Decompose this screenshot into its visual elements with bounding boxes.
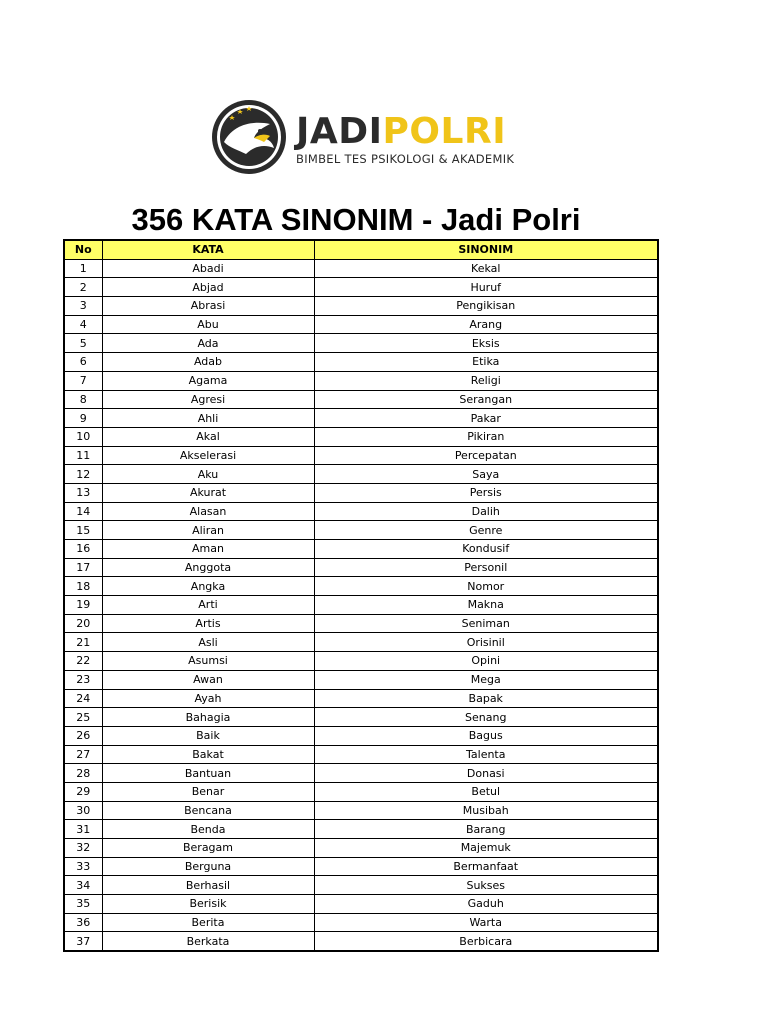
cell-sinonim: Opini [314, 652, 658, 671]
table-row [64, 895, 658, 914]
cell-no: 30 [64, 801, 102, 820]
cell-kata: Berhasil [102, 876, 314, 895]
cell-kata: Ayah [102, 689, 314, 708]
cell-no: 4 [64, 315, 102, 334]
cell-sinonim: Mega [314, 670, 658, 689]
cell-sinonim: Pikiran [314, 427, 658, 446]
cell-kata: Benda [102, 820, 314, 839]
cell-no: 14 [64, 502, 102, 521]
cell-sinonim: Makna [314, 596, 658, 615]
cell-sinonim: Saya [314, 465, 658, 484]
cell-kata: Baik [102, 726, 314, 745]
table-row [64, 839, 658, 858]
cell-no: 10 [64, 427, 102, 446]
cell-kata: Bencana [102, 801, 314, 820]
cell-sinonim: Senang [314, 708, 658, 727]
table-row [64, 409, 658, 428]
table-row [64, 670, 658, 689]
table-row [64, 633, 658, 652]
cell-sinonim: Eksis [314, 334, 658, 353]
table-row [64, 558, 658, 577]
cell-sinonim: Etika [314, 353, 658, 372]
cell-no: 11 [64, 446, 102, 465]
cell-sinonim: Bermanfaat [314, 857, 658, 876]
cell-sinonim: Pakar [314, 409, 658, 428]
cell-no: 35 [64, 895, 102, 914]
cell-no: 19 [64, 596, 102, 615]
cell-kata: Awan [102, 670, 314, 689]
cell-sinonim: Personil [314, 558, 658, 577]
cell-no: 21 [64, 633, 102, 652]
table-row [64, 652, 658, 671]
cell-kata: Akal [102, 427, 314, 446]
cell-no: 32 [64, 839, 102, 858]
cell-sinonim: Talenta [314, 745, 658, 764]
cell-sinonim: Pengikisan [314, 297, 658, 316]
cell-sinonim: Persis [314, 483, 658, 502]
cell-kata: Agresi [102, 390, 314, 409]
cell-kata: Abadi [102, 259, 314, 278]
cell-no: 5 [64, 334, 102, 353]
table-row [64, 932, 658, 951]
cell-kata: Artis [102, 614, 314, 633]
cell-sinonim: Percepatan [314, 446, 658, 465]
table-row [64, 876, 658, 895]
table-row [64, 297, 658, 316]
cell-no: 18 [64, 577, 102, 596]
brand-wordmark [296, 112, 506, 152]
cell-no: 28 [64, 764, 102, 783]
cell-sinonim: Sukses [314, 876, 658, 895]
eagle-emblem-icon [210, 98, 288, 176]
table-row [64, 446, 658, 465]
table-row [64, 820, 658, 839]
cell-kata: Ahli [102, 409, 314, 428]
cell-kata: Asumsi [102, 652, 314, 671]
table-row [64, 483, 658, 502]
cell-kata: Asli [102, 633, 314, 652]
cell-kata: Alasan [102, 502, 314, 521]
cell-sinonim: Barang [314, 820, 658, 839]
cell-no: 16 [64, 540, 102, 559]
cell-kata: Agama [102, 371, 314, 390]
cell-no: 26 [64, 726, 102, 745]
table-row [64, 745, 658, 764]
cell-no: 9 [64, 409, 102, 428]
cell-no: 36 [64, 913, 102, 932]
cell-no: 8 [64, 390, 102, 409]
brand-tagline: BIMBEL TES PSIKOLOGI & AKADEMIK [296, 152, 515, 166]
cell-no: 7 [64, 371, 102, 390]
cell-kata: Abrasi [102, 297, 314, 316]
cell-sinonim: Majemuk [314, 839, 658, 858]
cell-kata: Abu [102, 315, 314, 334]
cell-no: 34 [64, 876, 102, 895]
cell-kata: Angka [102, 577, 314, 596]
cell-kata: Berita [102, 913, 314, 932]
brand-logo [210, 98, 515, 178]
page-title: 356 KATA SINONIM - Jadi Polri [131, 202, 581, 237]
cell-sinonim: Gaduh [314, 895, 658, 914]
cell-kata: Berkata [102, 932, 314, 951]
cell-sinonim: Serangan [314, 390, 658, 409]
brand-name-part1: JADI [296, 111, 383, 152]
cell-kata: Arti [102, 596, 314, 615]
cell-kata: Abjad [102, 278, 314, 297]
cell-kata: Berguna [102, 857, 314, 876]
cell-sinonim: Musibah [314, 801, 658, 820]
table-row [64, 764, 658, 783]
cell-no: 3 [64, 297, 102, 316]
header-sinonim: SINONIM [314, 240, 658, 259]
cell-no: 29 [64, 782, 102, 801]
cell-sinonim: Religi [314, 371, 658, 390]
table-row [64, 540, 658, 559]
cell-no: 23 [64, 670, 102, 689]
table-header-row [64, 240, 658, 259]
table-row [64, 334, 658, 353]
table-row [64, 801, 658, 820]
cell-no: 20 [64, 614, 102, 633]
table-row [64, 708, 658, 727]
cell-sinonim: Arang [314, 315, 658, 334]
table-row [64, 913, 658, 932]
table-row [64, 315, 658, 334]
cell-sinonim: Bagus [314, 726, 658, 745]
cell-kata: Aman [102, 540, 314, 559]
cell-sinonim: Nomor [314, 577, 658, 596]
table-row [64, 596, 658, 615]
table-row [64, 689, 658, 708]
cell-no: 25 [64, 708, 102, 727]
table-row [64, 521, 658, 540]
cell-kata: Adab [102, 353, 314, 372]
cell-kata: Bantuan [102, 764, 314, 783]
cell-no: 6 [64, 353, 102, 372]
cell-sinonim: Kekal [314, 259, 658, 278]
cell-no: 17 [64, 558, 102, 577]
header-kata: KATA [102, 240, 314, 259]
cell-sinonim: Seniman [314, 614, 658, 633]
cell-kata: Bakat [102, 745, 314, 764]
cell-kata: Aliran [102, 521, 314, 540]
table-row [64, 427, 658, 446]
cell-no: 27 [64, 745, 102, 764]
cell-no: 31 [64, 820, 102, 839]
header-no: No [64, 240, 102, 259]
table-row [64, 353, 658, 372]
table-row [64, 857, 658, 876]
cell-no: 24 [64, 689, 102, 708]
cell-sinonim: Bapak [314, 689, 658, 708]
cell-no: 15 [64, 521, 102, 540]
table-row [64, 278, 658, 297]
cell-kata: Anggota [102, 558, 314, 577]
cell-no: 37 [64, 932, 102, 951]
cell-no: 2 [64, 278, 102, 297]
cell-no: 12 [64, 465, 102, 484]
cell-sinonim: Betul [314, 782, 658, 801]
cell-kata: Beragam [102, 839, 314, 858]
cell-no: 13 [64, 483, 102, 502]
synonym-table [63, 239, 659, 952]
cell-kata: Benar [102, 782, 314, 801]
cell-sinonim: Berbicara [314, 932, 658, 951]
brand-name-part2: POLRI [382, 111, 507, 152]
cell-sinonim: Kondusif [314, 540, 658, 559]
cell-sinonim: Donasi [314, 764, 658, 783]
table-row [64, 371, 658, 390]
cell-sinonim: Orisinil [314, 633, 658, 652]
cell-kata: Bahagia [102, 708, 314, 727]
table-row [64, 726, 658, 745]
table-row [64, 782, 658, 801]
cell-kata: Akselerasi [102, 446, 314, 465]
cell-no: 33 [64, 857, 102, 876]
cell-no: 22 [64, 652, 102, 671]
table-row [64, 390, 658, 409]
cell-kata: Akurat [102, 483, 314, 502]
table-row [64, 465, 658, 484]
cell-sinonim: Huruf [314, 278, 658, 297]
cell-sinonim: Genre [314, 521, 658, 540]
cell-sinonim: Warta [314, 913, 658, 932]
table-row [64, 614, 658, 633]
cell-kata: Berisik [102, 895, 314, 914]
table-row [64, 577, 658, 596]
cell-kata: Ada [102, 334, 314, 353]
cell-kata: Aku [102, 465, 314, 484]
cell-no: 1 [64, 259, 102, 278]
cell-sinonim: Dalih [314, 502, 658, 521]
table-row [64, 259, 658, 278]
table-row [64, 502, 658, 521]
